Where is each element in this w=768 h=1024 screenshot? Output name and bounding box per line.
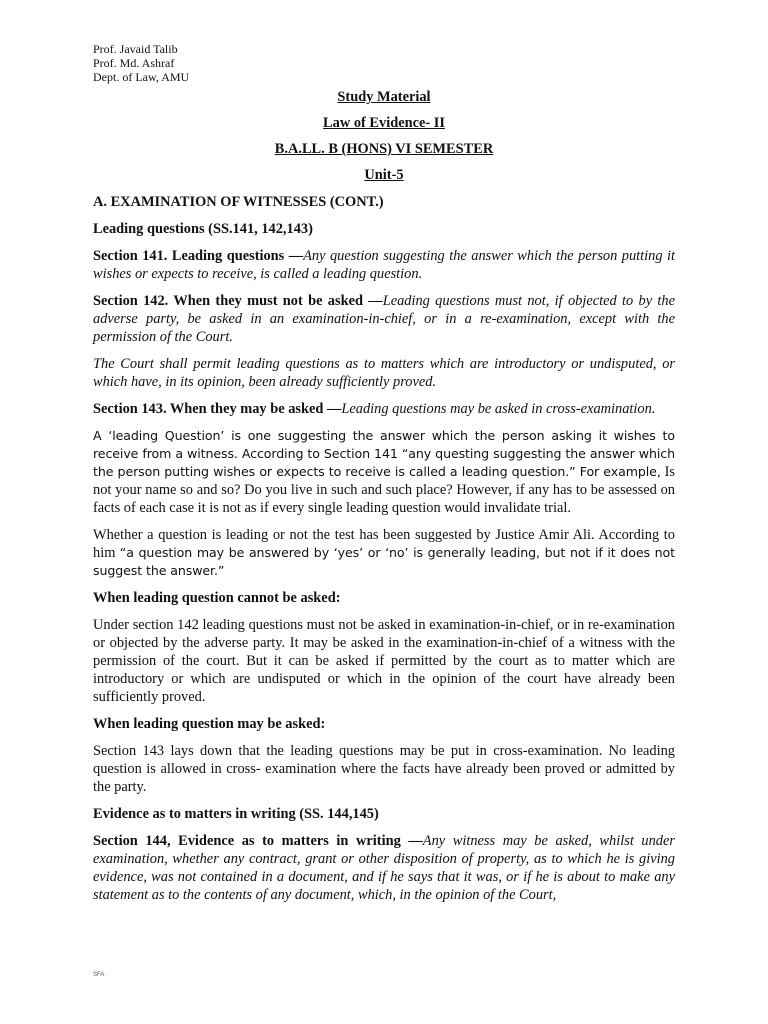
explanation-paragraph-1: [93, 427, 675, 517]
may-ask-heading: When leading question may be asked:: [93, 716, 326, 732]
section-143-title: Section 143. When they may be asked —: [93, 401, 342, 417]
writing-evidence-heading: Evidence as to matters in writing (SS. 144,145): [93, 806, 379, 822]
explanation-2-text: Whether a question is leading or not the test has been suggested by Justice Amir Ali. According to him: [93, 527, 675, 561]
section-142-text: Leading questions must not, if objected to by the adverse party, be asked in an examination-in-chief, or in a re-examination, except with the permission of the Court.: [93, 293, 676, 345]
section-141-paragraph: [93, 247, 675, 283]
section-144-text: Any witness may be asked, whilst under examination, whether any contract, grant or other disposition of property, as to which he is giving evidence, was not contained in a document, and if he says that it was, or if he is about to make any statement as to the contents of any document, which, in the opinion of the Court,: [93, 833, 675, 903]
title-course: B.A.LL. B (HONS) VI SEMESTER: [274, 141, 494, 157]
section-142-continuation: [93, 355, 675, 391]
footer-mark: SFA: [93, 972, 105, 978]
explanation-2-quote: “a question may be answered by ‘yes’ or ‘no’ is generally leading, but not if it does not suggest the answer.”: [93, 545, 675, 578]
section-142-title: Section 142. When they must not be asked —: [93, 293, 383, 309]
author-line-1: Prof. Javaid Talib: [93, 42, 178, 56]
document-page: [93, 42, 675, 904]
section-143-paragraph: [93, 400, 675, 418]
cannot-ask-paragraph: Under section 142 leading questions must not be asked in examination-in-chief, or in re-examination or objected by the adverse party. It may be asked in the examination-in-chief of a witness with the permission of the court. But it can be asked if permitted by the court as to matter which are introductory or which are undisputed or which in the opinion of the court have already been sufficiently proved.: [93, 617, 675, 705]
title-subject: Law of Evidence- II: [323, 115, 445, 131]
section-144-title: Section 144, Evidence as to matters in writing —: [93, 833, 423, 849]
may-ask-paragraph: Section 143 lays down that the leading questions may be put in cross-examination. No leading question is allowed in cross- examination where the facts have already been proved or admitted by the party.: [93, 743, 675, 795]
section-144-paragraph: [93, 832, 675, 904]
section-142-continuation-text: The Court shall permit leading questions as to matters which are introductory or undisputed, or which have, in its opinion, been already sufficiently proved.: [93, 356, 675, 390]
leading-questions-heading: Leading questions (SS.141, 142,143): [93, 221, 313, 237]
author-line-3: Dept. of Law, AMU: [93, 70, 190, 84]
section-141-text: Any question suggesting the answer which the person putting it wishes or expects to receive, is called a leading question.: [93, 248, 676, 282]
explanation-1-text: Is not your name so and so? Do you live in such and such place? However, if any has to be assessed on facts of each case it is not as if every single leading question would invalidate trial.: [93, 464, 675, 516]
section-141-title: Section 141. Leading questions —: [93, 248, 304, 264]
explanation-1-quote: A ‘leading Question’ is one suggesting the answer which the person asking it wishes to receive from a witness. According to Section 141 “any questing suggesting the answer which the person putting wishes or expects to receive is called a leading question.” For example,: [93, 428, 675, 479]
title-study-material: Study Material: [337, 89, 431, 105]
title-unit: Unit-5: [364, 167, 404, 183]
section-143-text: Leading questions may be asked in cross-examination.: [341, 401, 656, 417]
section-heading: A. EXAMINATION OF WITNESSES (CONT.): [93, 194, 384, 210]
section-142-paragraph: [93, 292, 675, 346]
cannot-ask-heading: When leading question cannot be asked:: [93, 590, 341, 606]
author-line-2: Prof. Md. Ashraf: [93, 56, 175, 70]
explanation-paragraph-2: [93, 526, 675, 580]
